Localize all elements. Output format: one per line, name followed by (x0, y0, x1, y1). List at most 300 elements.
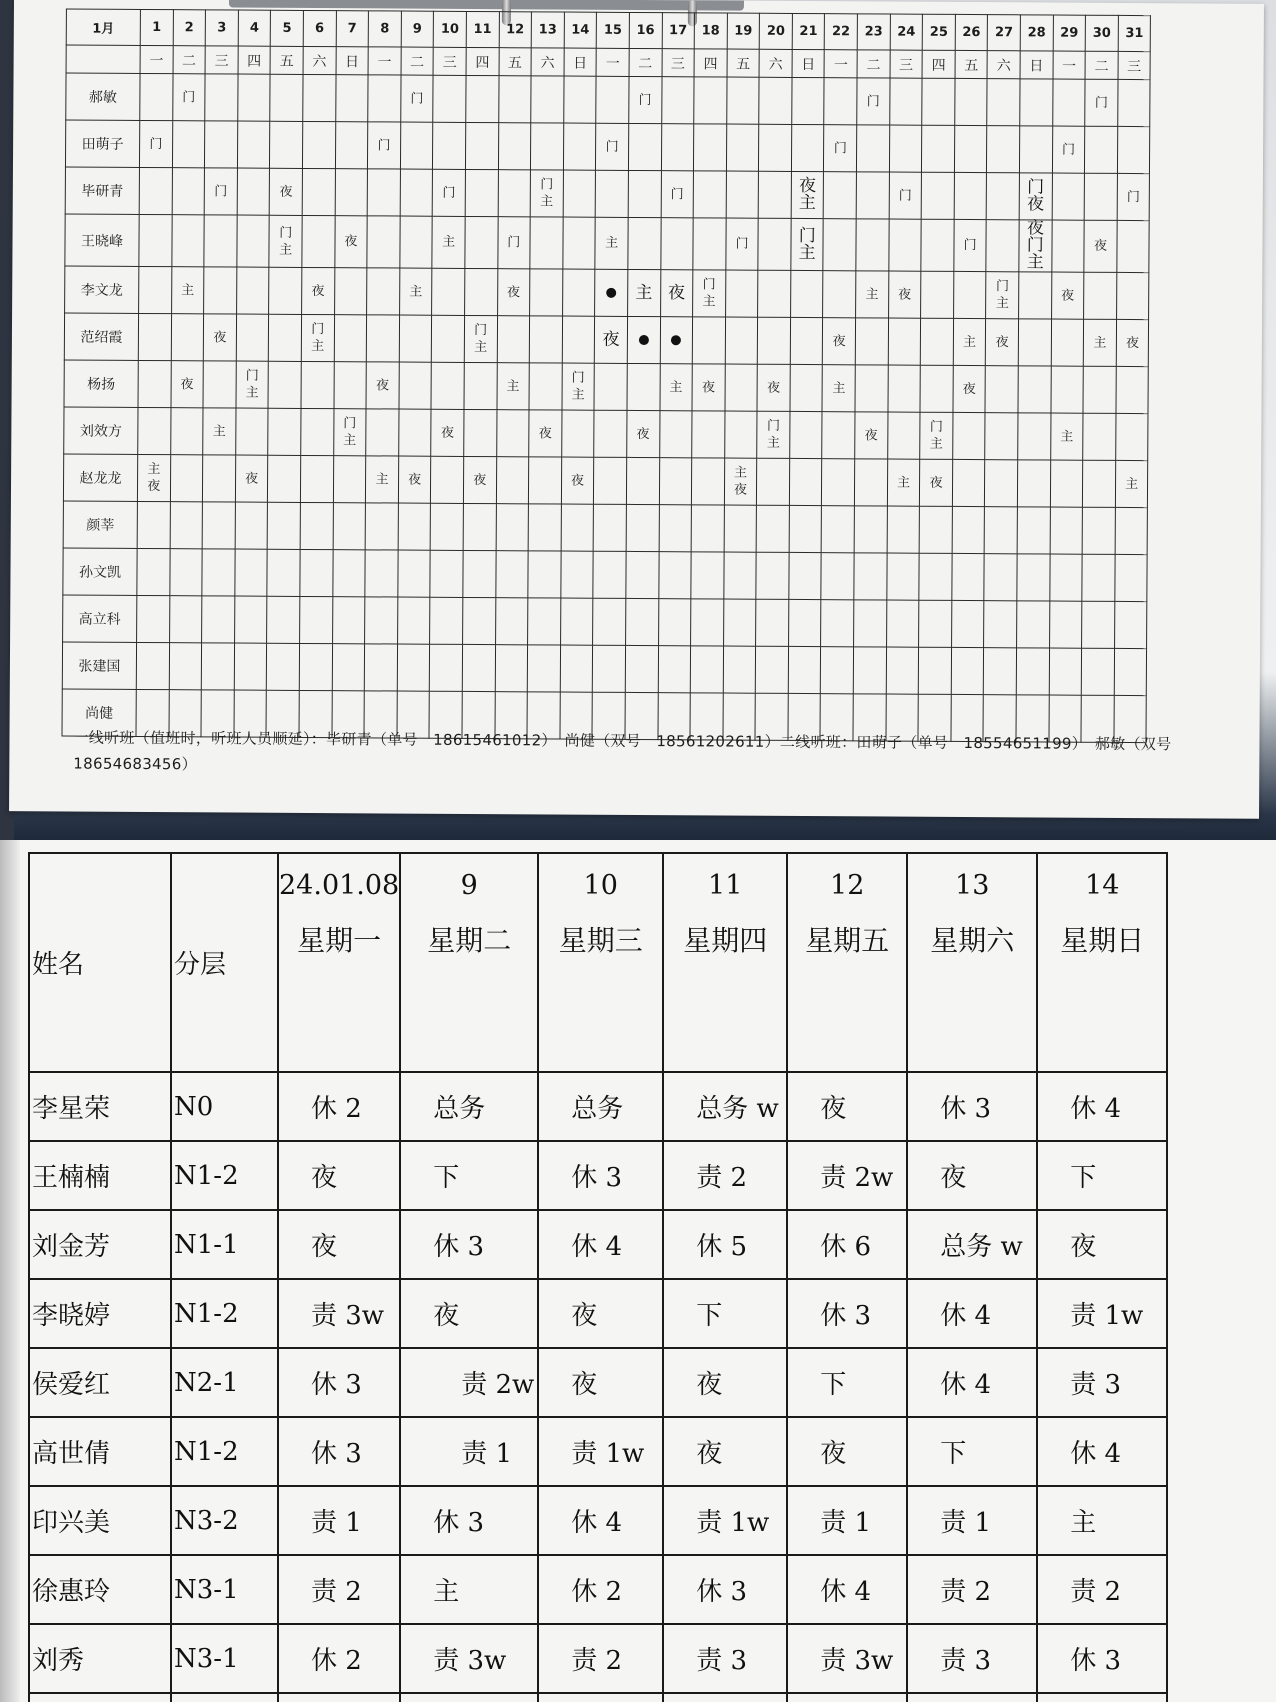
duty-cell (627, 363, 660, 410)
duty-mark: 门 主 (343, 416, 357, 449)
duty-mark: 夜 (213, 329, 227, 345)
duty-cell (561, 504, 594, 551)
duty-mark: 夜 (898, 287, 912, 303)
day-number: 22 (825, 14, 858, 50)
duty-cell (1019, 173, 1052, 220)
staff-layer: N1-2 (171, 1417, 278, 1486)
duty-cell (495, 598, 528, 645)
duty-cell (140, 73, 173, 120)
duty-cell (498, 123, 531, 170)
duty-mark: 门 (670, 186, 684, 202)
date-label: 13 (955, 870, 990, 901)
duty-cell (169, 549, 202, 596)
duty-mark: 主 (832, 380, 846, 396)
duty-mark: 夜 (538, 425, 552, 441)
duty-cell (169, 596, 202, 643)
duty-cell (759, 77, 792, 124)
duty-cell (401, 75, 434, 122)
staff-layer: N1-2 (171, 1141, 278, 1210)
date-header (278, 853, 400, 1072)
duty-cell (919, 647, 952, 694)
day-number: 25 (922, 14, 955, 50)
duty-cell (497, 217, 530, 269)
duty-cell (398, 503, 431, 550)
duty-cell (661, 124, 694, 171)
empty-cell (400, 1693, 538, 1702)
duty-cell (268, 408, 301, 455)
shift-cell: 责 3w (278, 1279, 400, 1348)
duty-cell (462, 597, 495, 644)
duty-cell (170, 455, 203, 502)
duty-cell (756, 599, 789, 646)
duty-cell (136, 642, 169, 689)
duty-cell (693, 270, 726, 317)
duty-mark: 门 主 (702, 277, 716, 310)
duty-cell (757, 364, 790, 411)
day-number: 17 (662, 13, 695, 49)
duty-cell (530, 269, 563, 316)
shift-cell: 责 2w (400, 1348, 538, 1417)
day-number: 13 (531, 12, 564, 48)
duty-cell (758, 218, 791, 270)
bottom-schedule-photo (0, 840, 1276, 1702)
duty-cell (987, 79, 1020, 126)
duty-cell (922, 78, 955, 125)
duty-cell (531, 76, 564, 123)
staff-name: 赵龙龙 (63, 454, 137, 501)
staff-row (29, 1417, 1167, 1486)
duty-cell (919, 553, 952, 600)
duty-mark: 门 (377, 137, 391, 153)
day-number: 18 (694, 13, 727, 49)
duty-cell (594, 457, 627, 504)
top-schedule-photo (0, 0, 1276, 840)
duty-cell (986, 319, 1019, 366)
duty-cell (562, 363, 595, 410)
duty-cell (531, 123, 564, 170)
duty-cell (464, 362, 497, 409)
staff-name: 颜莘 (63, 501, 137, 548)
date-header (907, 853, 1037, 1072)
weekday-label: 星期五 (805, 924, 890, 957)
duty-cell (660, 317, 693, 364)
duty-cell (789, 458, 822, 505)
weekday-label: 二 (173, 46, 206, 74)
duty-cell (561, 551, 594, 598)
duty-cell (528, 598, 561, 645)
duty-cell (235, 549, 268, 596)
duty-cell (593, 551, 626, 598)
duty-cell (465, 169, 498, 216)
duty-cell (430, 503, 463, 550)
date-header (538, 853, 663, 1072)
duty-mark: 主 (1060, 429, 1074, 445)
duty-cell (138, 407, 171, 454)
duty-cell (627, 410, 660, 457)
duty-cell (889, 78, 922, 125)
duty-cell (919, 506, 952, 553)
duty-cell (1049, 648, 1082, 695)
duty-cell (204, 267, 237, 314)
day-number: 11 (466, 11, 499, 47)
duty-mark: 门 主 (571, 370, 585, 403)
shift-cell: 休 5 (663, 1210, 787, 1279)
duty-cell (202, 596, 235, 643)
duty-cell (985, 366, 1018, 413)
duty-mark: 夜 (473, 472, 487, 488)
duty-cell (497, 363, 530, 410)
shift-cell: 休 3 (787, 1279, 907, 1348)
weekday-label: 一 (824, 50, 857, 78)
duty-cell (139, 214, 172, 266)
staff-name: 孙文凯 (63, 548, 137, 595)
staff-name: 刘效方 (64, 407, 138, 454)
duty-cell (593, 645, 626, 692)
duty-cell (399, 362, 432, 409)
duty-mark: 主 (896, 475, 911, 491)
duty-cell (789, 505, 822, 552)
weekday-label: 六 (987, 51, 1020, 79)
duty-cell (1020, 79, 1053, 126)
staff-name: 高世倩 (29, 1417, 171, 1486)
staff-name: 高立科 (63, 595, 137, 642)
duty-cell (758, 317, 791, 364)
duty-cell (1114, 601, 1147, 648)
shift-cell: 责 1 (278, 1486, 400, 1555)
shift-cell: 总务 (538, 1072, 663, 1141)
duty-cell (1019, 220, 1052, 272)
duty-cell (955, 78, 988, 125)
duty-cell (628, 170, 661, 217)
duty-mark: 门 主 (474, 322, 488, 356)
duty-cell (137, 595, 170, 642)
duty-cell (561, 457, 594, 504)
duty-cell (301, 361, 334, 408)
duty-cell (1115, 460, 1148, 507)
duty-cell (202, 549, 235, 596)
duty-cell (985, 507, 1018, 554)
duty-cell (171, 215, 204, 267)
duty-cell (726, 218, 759, 270)
duty-cell (791, 171, 824, 218)
duty-cell (952, 553, 985, 600)
duty-mark: 夜 (344, 234, 358, 250)
staff-row (66, 73, 1151, 127)
duty-cell (822, 412, 855, 459)
duty-cell (954, 125, 987, 172)
duty-mark: 夜 (1125, 335, 1140, 351)
duty-cell (399, 268, 432, 315)
duty-cell (464, 315, 497, 362)
duty-cell (204, 215, 237, 267)
duty-cell (625, 645, 658, 692)
duty-cell (1082, 507, 1115, 554)
duty-cell (1052, 126, 1085, 173)
duty-cell (756, 505, 789, 552)
shift-cell: 休 3 (278, 1417, 400, 1486)
duty-mark: 门 (735, 236, 749, 252)
duty-cell (497, 269, 530, 316)
staff-row (29, 1555, 1167, 1624)
duty-cell (1116, 272, 1149, 319)
duty-cell (530, 170, 563, 217)
duty-cell (790, 364, 823, 411)
duty-cell (462, 644, 495, 691)
duty-cell (433, 122, 466, 169)
shift-cell: 休 2 (278, 1072, 400, 1141)
shift-cell: 责 3 (663, 1624, 787, 1693)
duty-cell (1018, 413, 1051, 460)
empty-cell (29, 1693, 171, 1702)
duty-cell (139, 120, 172, 167)
duty-cell (1084, 173, 1117, 220)
duty-cell (529, 316, 562, 363)
duty-cell (921, 318, 954, 365)
duty-mark: 夜 (1093, 238, 1108, 254)
duty-cell (237, 168, 270, 215)
staff-row (64, 360, 1149, 414)
duty-cell (431, 362, 464, 409)
duty-cell (822, 365, 855, 412)
duty-cell (886, 600, 919, 647)
shift-cell: 责 2w (787, 1141, 907, 1210)
duty-cell (888, 318, 921, 365)
day-number: 12 (499, 12, 532, 48)
duty-cell (658, 599, 691, 646)
page-edge (0, 840, 20, 1702)
duty-cell (237, 215, 270, 267)
shift-cell: 休 6 (787, 1210, 907, 1279)
duty-cell (1114, 648, 1147, 695)
duty-mark: 门 (1126, 189, 1140, 205)
date-header (400, 853, 538, 1072)
shift-cell: 休 2 (278, 1624, 400, 1693)
staff-row (63, 501, 1148, 555)
staff-name: 毕研青 (65, 167, 139, 214)
staff-name: 徐惠玲 (29, 1555, 171, 1624)
duty-cell (756, 552, 789, 599)
duty-mark: 门 主 (311, 322, 325, 355)
duty-cell (302, 215, 335, 267)
duty-cell (725, 364, 758, 411)
weekday-label: 星期一 (297, 924, 382, 957)
duty-cell (1017, 601, 1050, 648)
duty-cell (1051, 366, 1084, 413)
duty-cell (1117, 173, 1150, 220)
duty-cell (628, 123, 661, 170)
shift-cell: 夜 (1037, 1210, 1167, 1279)
day-number: 24 (890, 14, 923, 50)
duty-cell (726, 124, 759, 171)
duty-cell (202, 502, 235, 549)
duty-mark: 夜 (864, 427, 878, 443)
duty-cell (954, 172, 987, 219)
ink-blot (671, 335, 681, 345)
duty-mark: 夜门主 (1026, 218, 1045, 273)
ink-blot (639, 335, 649, 345)
duty-cell (171, 361, 204, 408)
duty-cell (236, 314, 269, 361)
day-number: 27 (988, 15, 1021, 51)
duty-cell (1083, 413, 1116, 460)
duty-cell (302, 168, 335, 215)
duty-cell (854, 600, 887, 647)
staff-row (65, 120, 1150, 174)
duty-cell (953, 365, 986, 412)
weekday-label: 一 (140, 45, 173, 73)
duty-mark: 夜 (636, 426, 650, 442)
duty-cell (823, 219, 856, 271)
duty-cell (629, 76, 662, 123)
duty-cell (627, 316, 660, 363)
duty-mark: 主 (669, 379, 683, 395)
duty-mark: 夜 (767, 380, 781, 396)
duty-cell (300, 502, 333, 549)
shift-cell: 休 4 (538, 1486, 663, 1555)
duty-cell (1050, 460, 1083, 507)
duty-cell (563, 123, 596, 170)
duty-cell (237, 121, 270, 168)
duty-mark: 主 (962, 334, 977, 350)
shift-cell: 责 1w (1037, 1279, 1167, 1348)
duty-cell (433, 169, 466, 216)
duty-mark: 主 (409, 284, 423, 300)
duty-cell (595, 269, 628, 316)
shift-cell: 责 3 (1037, 1348, 1167, 1417)
duty-cell (756, 646, 789, 693)
duty-cell (1018, 319, 1051, 366)
duty-mark: 夜主 (798, 175, 817, 214)
duty-cell (399, 315, 432, 362)
duty-cell (790, 270, 823, 317)
duty-mark: 门 (605, 139, 619, 155)
weekday-label: 五 (955, 50, 988, 78)
weekday-label: 四 (922, 50, 955, 78)
duty-cell (300, 549, 333, 596)
weekday-label: 一 (596, 48, 629, 76)
staff-layer: N3-1 (171, 1624, 278, 1693)
empty-cell (171, 1693, 278, 1702)
duty-cell (335, 169, 368, 216)
duty-cell (986, 220, 1019, 272)
shift-cell: 总务 (400, 1072, 538, 1141)
duty-cell (823, 271, 856, 318)
duty-cell (563, 217, 596, 269)
shift-cell: 休 3 (538, 1141, 663, 1210)
duty-mark: 门 (507, 235, 521, 251)
shift-cell: 责 1 (400, 1417, 538, 1486)
day-number: 31 (1118, 15, 1151, 51)
shift-cell: 休 4 (787, 1555, 907, 1624)
duty-cell (560, 598, 593, 645)
duty-cell (430, 644, 463, 691)
weekday-label: 三 (890, 50, 923, 78)
duty-cell (268, 502, 301, 549)
duty-cell (332, 550, 365, 597)
staff-name: 王楠楠 (29, 1141, 171, 1210)
duty-cell (205, 74, 238, 121)
duty-cell (400, 169, 433, 216)
shift-cell: 总务 w (907, 1210, 1037, 1279)
duty-cell (201, 643, 234, 690)
duty-cell (560, 645, 593, 692)
duty-cell (495, 551, 528, 598)
duty-cell (987, 173, 1020, 220)
duty-cell (1117, 126, 1150, 173)
day-number: 15 (597, 12, 630, 48)
weekday-label: 三 (662, 49, 695, 77)
duty-cell (1085, 126, 1118, 173)
duty-cell (984, 601, 1017, 648)
duty-cell (495, 645, 528, 692)
weekday-label: 日 (336, 47, 369, 75)
duty-cell (138, 313, 171, 360)
shift-cell: 夜 (787, 1417, 907, 1486)
duty-cell (270, 121, 303, 168)
weekday-label: 六 (303, 46, 336, 74)
date-header (787, 853, 907, 1072)
duty-cell (984, 554, 1017, 601)
shift-cell: 下 (1037, 1141, 1167, 1210)
duty-cell (626, 457, 659, 504)
duty-cell (886, 647, 919, 694)
duty-cell (463, 550, 496, 597)
day-number: 3 (205, 10, 238, 46)
duty-cell (1117, 220, 1150, 272)
date-label: 12 (830, 870, 865, 901)
duty-cell (986, 272, 1019, 319)
staff-row (29, 1141, 1167, 1210)
duty-cell (466, 75, 499, 122)
shift-cell: 下 (787, 1348, 907, 1417)
date-label: 14 (1085, 870, 1120, 901)
duty-cell (172, 121, 205, 168)
duty-cell (1050, 413, 1083, 460)
staff-row (65, 266, 1150, 320)
duty-cell (1017, 554, 1050, 601)
duty-cell (1052, 173, 1085, 220)
duty-cell (171, 267, 204, 314)
duty-cell (660, 218, 693, 270)
shift-cell: 责 2 (663, 1141, 787, 1210)
empty-cell (1037, 1693, 1167, 1702)
staff-name: 王晓峰 (65, 214, 139, 266)
date-header (1037, 853, 1167, 1072)
shift-cell: 责 1 (787, 1486, 907, 1555)
duty-cell (301, 408, 334, 455)
shift-cell: 夜 (278, 1141, 400, 1210)
duty-mark: 门 主 (245, 368, 259, 401)
duty-cell (919, 600, 952, 647)
duty-mark: 门 主 (279, 225, 293, 258)
duty-cell (1118, 79, 1151, 126)
shift-cell: 夜 (907, 1141, 1037, 1210)
staff-name: 李星荣 (29, 1072, 171, 1141)
duty-cell (172, 168, 205, 215)
duty-cell (366, 456, 399, 503)
shift-cell: 责 1w (538, 1417, 663, 1486)
duty-cell (563, 76, 596, 123)
weekday-label: 四 (466, 47, 499, 75)
duty-cell (137, 501, 170, 548)
staff-row (29, 1279, 1167, 1348)
duty-mark: 门 (833, 140, 847, 156)
shift-cell: 休 4 (907, 1348, 1037, 1417)
duty-cell (464, 409, 497, 456)
empty-cell (538, 1693, 663, 1702)
duty-cell (692, 317, 725, 364)
shift-cell: 夜 (663, 1348, 787, 1417)
